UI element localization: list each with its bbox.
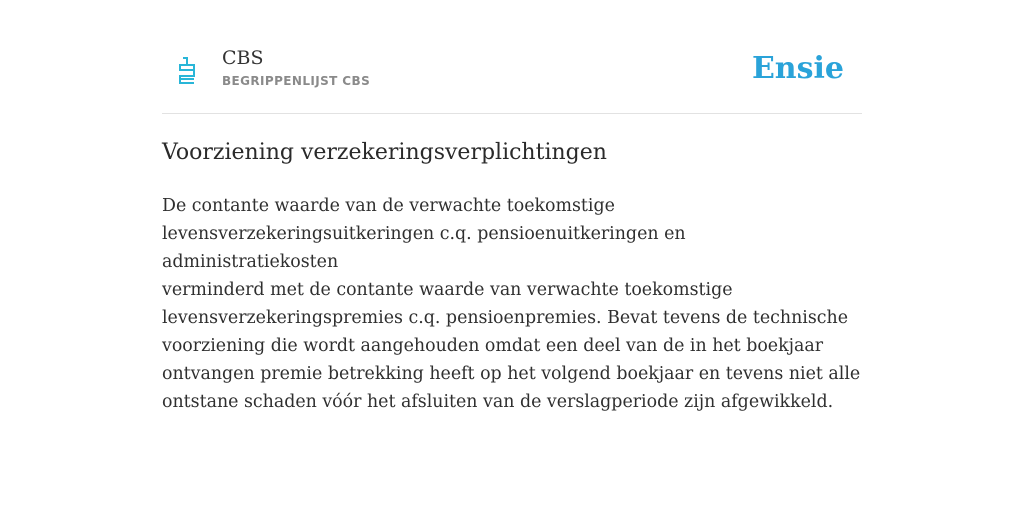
term-title: Voorziening verzekeringsverplichtingen bbox=[162, 140, 607, 165]
term-definition: De contante waarde van de verwachte toekomstige levensverzekeringsuitkeringen c.q. pensioenuitkeringen en administratiekosten verminderd met de contante waarde van verwachte toekomstige levensverzekeringspremies c.q. pensioenpremies. Bevat tevens de technische voorziening die wordt aangehouden omdat een deel van de in het boekjaar ontvangen premie betrekking heeft op het volgend boekjaar en tevens niet alle ontstane schaden vóór het afsluiten van de verslagperiode zijn afgewikkeld. bbox=[162, 196, 861, 412]
source-brand[interactable] bbox=[222, 46, 370, 88]
header bbox=[162, 0, 862, 114]
cbs-logo-icon[interactable] bbox=[176, 56, 198, 86]
ensie-logo-link[interactable]: Ensie bbox=[751, 51, 844, 86]
page bbox=[162, 0, 862, 416]
source-name: CBS bbox=[222, 47, 264, 69]
source-subtitle: BEGRIPPENLIJST CBS bbox=[222, 74, 371, 88]
